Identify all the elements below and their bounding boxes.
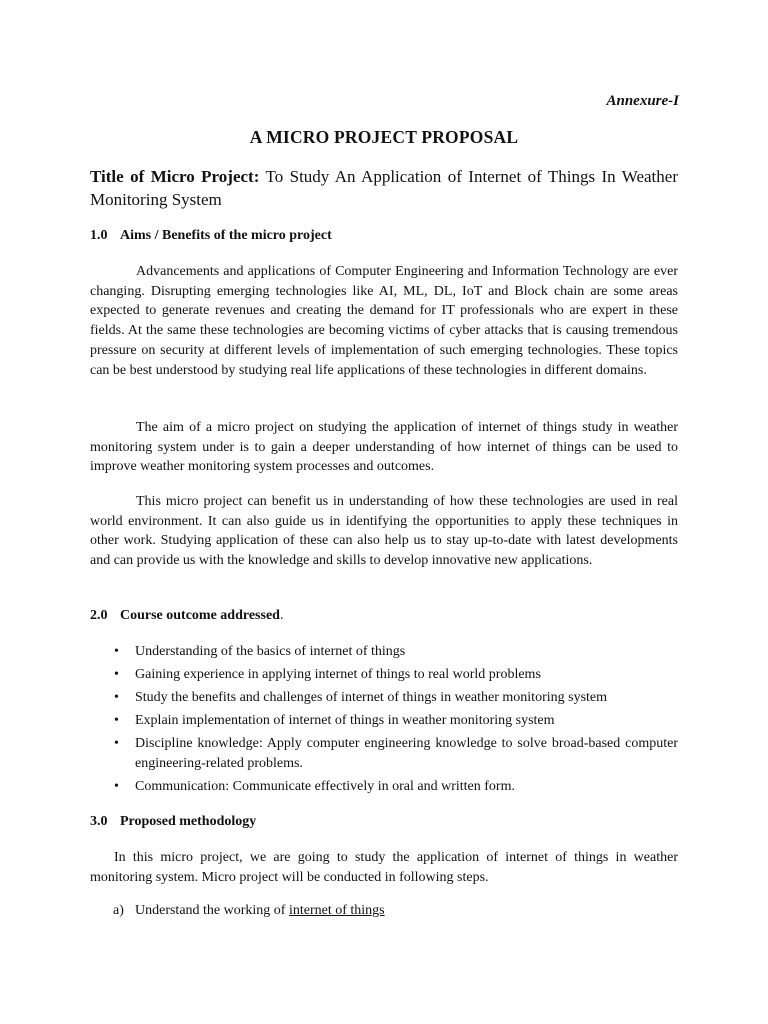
section-1-paragraph-2: The aim of a micro project on studying the application of internet of things study in weather monitoring system under is to gain a deeper understanding of how internet of things can be used to improve weather monitoring system processes and outcomes.: [90, 420, 678, 475]
list-item: [90, 642, 678, 662]
document-title: A MICRO PROJECT PROPOSAL: [249, 127, 519, 147]
course-outcomes-list: [90, 642, 678, 800]
list-item: [90, 665, 678, 685]
section-1-heading: [90, 228, 332, 244]
bullet-icon: •: [114, 690, 119, 706]
bullet-icon: •: [114, 667, 119, 683]
list-item-text: Communication: Communicate effectively in oral and written form.: [135, 778, 515, 794]
section-3-number: 3.0: [90, 814, 108, 829]
section-3-paragraph: In this micro project, we are going to study the application of internet of things in weather monitoring system. Micro project will be conducted in following steps.: [90, 850, 678, 885]
section-1-title: Aims / Benefits of the micro project: [120, 228, 332, 243]
step-marker: a): [113, 903, 124, 918]
bullet-icon: •: [114, 736, 119, 752]
methodology-step-a: [113, 903, 385, 919]
section-2-title-suffix: .: [279, 608, 284, 623]
step-underlined-text: internet of things: [288, 903, 385, 918]
section-3-title: Proposed methodology: [120, 814, 257, 829]
list-item: [90, 777, 678, 797]
list-item-text: Study the benefits and challenges of internet of things in weather monitoring system: [135, 690, 608, 706]
section-2-heading: [90, 608, 283, 624]
list-item-text: Discipline knowledge: Apply computer engineering knowledge to solve broad-based computer engineering-related problems.: [135, 736, 678, 771]
list-item: [90, 734, 678, 773]
step-text: Understand the working of: [135, 903, 289, 918]
project-title: [90, 165, 678, 211]
bullet-icon: •: [114, 778, 119, 794]
section-2-title: Course outcome addressed: [120, 608, 280, 623]
list-item: [90, 711, 678, 731]
section-1-number: 1.0: [90, 228, 108, 243]
list-item: [90, 688, 678, 708]
section-1-paragraph-1: Advancements and applications of Computer Engineering and Information Technology are ever changing. Disrupting emerging technologies like AI, ML, DL, IoT and Block chain are some areas expected to generate revenues and creating the demand for IT professionals who are expert in these fields. At the same these technologies are becoming victims of cyber attacks that is causing tremendous pressure on security at different levels of implementation of such emerging technologies. These topics can be best understood by studying real life applications of these technologies in different domains.: [90, 264, 678, 378]
project-title-text: To Study An Application of Internet of Things In Weather Monitoring System: [90, 167, 678, 209]
list-item-text: Understanding of the basics of internet of things: [135, 644, 406, 659]
annexure-label: Annexure-I: [606, 93, 679, 109]
list-item-text: Explain implementation of internet of things in weather monitoring system: [135, 713, 555, 729]
list-item-text: Gaining experience in applying internet of things to real world problems: [135, 667, 541, 683]
bullet-icon: •: [114, 644, 119, 659]
project-title-label: Title of Micro Project:: [90, 167, 260, 186]
bullet-icon: •: [114, 713, 119, 729]
section-3-heading: [90, 814, 256, 830]
section-1-paragraph-3: This micro project can benefit us in understanding of how these technologies are used in real world environment. It can also guide us in identifying the opportunities to apply these techniques in other work. Studying application of these can also help us to stay up-to-date with latest developments and can provide us with the knowledge and skills to develop innovative new applications.: [90, 494, 678, 569]
section-2-number: 2.0: [90, 608, 108, 623]
